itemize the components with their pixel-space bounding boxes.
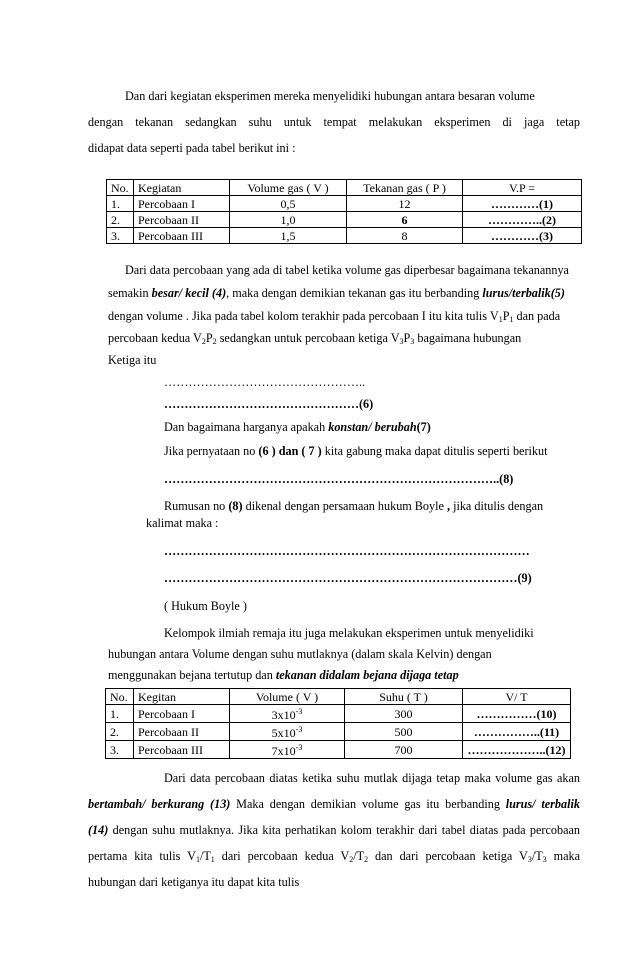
cell-volume: $7x10^{-3}$ bbox=[230, 741, 345, 759]
para4-line-5: hubungan dari ketiganya itu dapat kita tulis bbox=[88, 875, 300, 889]
header-no: No. bbox=[106, 689, 134, 705]
header-vt: V/ T bbox=[463, 689, 571, 705]
cell-no: 2. bbox=[106, 723, 134, 741]
table-header-row bbox=[106, 689, 571, 705]
para4-line-2: bertambah/ berkurang (13) Maka dengan demikian volume gas itu berbanding lurus/ terbalik bbox=[88, 797, 580, 811]
cell-temperature: 500 bbox=[345, 723, 463, 741]
pressure-volume-table bbox=[106, 179, 582, 244]
cell-no: 3. bbox=[107, 228, 134, 244]
blank-6: …………………………………………(6) bbox=[164, 397, 374, 411]
header-no: No. bbox=[107, 180, 134, 196]
header-kegiatan: Kegiatan bbox=[134, 180, 230, 196]
cell-no: 2. bbox=[107, 212, 134, 228]
para2-line-2: semakin besar/ kecil (4), maka dengan demikian tekanan gas itu berbanding lurus/terbalik(5) bbox=[108, 286, 565, 300]
header-vp: V.P = bbox=[463, 180, 582, 196]
para4-line-1: Dari data percobaan diatas ketika suhu mutlak dijaga tetap maka volume gas akan bbox=[164, 771, 580, 785]
cell-pressure: 6 bbox=[347, 212, 463, 228]
para3-line-2: hubungan antara Volume dengan suhu mutlaknya (dalam skala Kelvin) dengan bbox=[108, 647, 492, 661]
table-row bbox=[106, 723, 571, 741]
blank-13: bertambah/ berkurang (13) bbox=[88, 797, 231, 811]
table-row bbox=[106, 741, 571, 759]
cell-volume: 1,0 bbox=[230, 212, 347, 228]
cell-temperature: 300 bbox=[345, 705, 463, 723]
cell-no: 3. bbox=[106, 741, 134, 759]
cell-volume: 0,5 bbox=[230, 196, 347, 212]
volume-temperature-table bbox=[105, 688, 571, 759]
para4-line-4: pertama kita tulis $V_1/T_1$ dari percobaan kedua $V_2/T_2$ dan dari percobaan ketiga $V_3/T_3$ maka bbox=[88, 849, 580, 864]
blank-8: ………………………………………………………………………..(8) bbox=[164, 472, 514, 486]
dotted-line-9a: ……………………………………………………………………………… bbox=[164, 544, 530, 558]
table-row bbox=[107, 228, 582, 244]
rumusan-line-1: Rumusan no (8) dikenal dengan persamaan hukum Boyle , jika ditulis dengan bbox=[164, 499, 544, 513]
intro-line-1: Dan dari kegiatan eksperimen mereka menyelidiki hubungan antara besaran volume bbox=[125, 89, 535, 103]
blank-7: konstan/ berubah bbox=[328, 420, 417, 434]
cell-activity: Percobaan I bbox=[134, 705, 230, 723]
boyle-label: ( Hukum Boyle ) bbox=[164, 599, 247, 613]
blank-14: lurus/ terbalik bbox=[505, 797, 580, 811]
blank-9: ……………………………………………………………………………(9) bbox=[164, 571, 532, 585]
cell-temperature: 700 bbox=[345, 741, 463, 759]
cell-vp-blank: …………(3) bbox=[463, 228, 582, 244]
header-volume: Volume gas ( V ) bbox=[230, 180, 347, 196]
cell-activity: Percobaan III bbox=[134, 228, 230, 244]
cell-vt-blank: ……………..(11) bbox=[463, 723, 571, 741]
para4-line-3: (14) dengan suhu mutlaknya. Jika kita perhatikan kolom terakhir dari tabel diatas pada percobaan bbox=[88, 823, 580, 837]
dotted-line-1: ………………………………………….. bbox=[164, 375, 366, 389]
cell-vt-blank: ……………(10) bbox=[463, 705, 571, 723]
cell-vp-blank: …………(1) bbox=[463, 196, 582, 212]
table-row bbox=[107, 212, 582, 228]
question-7: Dan bagaimana harganya apakah konstan/ berubah(7) bbox=[164, 420, 431, 434]
cell-volume: $5x10^{-3}$ bbox=[230, 723, 345, 741]
para2-line-5: Ketiga itu bbox=[108, 353, 157, 367]
blank-5: lurus/terbalik(5) bbox=[482, 286, 565, 300]
cell-activity: Percobaan II bbox=[134, 212, 230, 228]
cell-no: 1. bbox=[106, 705, 134, 723]
table-row bbox=[107, 196, 582, 212]
intro-line-3: didapat data seperti pada tabel berikut ini : bbox=[88, 141, 296, 155]
cell-no: 1. bbox=[107, 196, 134, 212]
cell-volume: $3x10^{-3}$ bbox=[230, 705, 345, 723]
table-header-row bbox=[107, 180, 582, 196]
para3-line-3: menggunakan bejana tertutup dan tekanan didalam bejana dijaga tetap bbox=[108, 668, 459, 682]
rumusan-line-2: kalimat maka : bbox=[146, 516, 219, 530]
blank-4: besar/ kecil (4) bbox=[151, 286, 227, 300]
cell-vt-blank: ………………..(12) bbox=[463, 741, 571, 759]
table-row bbox=[106, 705, 571, 723]
question-8: Jika pernyataan no (6 ) dan ( 7 ) kita gabung maka dapat ditulis seperti berikut bbox=[164, 444, 548, 458]
para3-line-1: Kelompok ilmiah remaja itu juga melakukan eksperimen untuk menyelidiki bbox=[164, 626, 534, 640]
cell-activity: Percobaan III bbox=[134, 741, 230, 759]
cell-pressure: 8 bbox=[347, 228, 463, 244]
header-volume: Volume ( V ) bbox=[230, 689, 345, 705]
para2-line-4: percobaan kedua $V_2P_2$ sedangkan untuk percobaan ketiga $V_3P_3$ bagaimana hubungan bbox=[108, 331, 522, 346]
header-kegitan: Kegitan bbox=[134, 689, 230, 705]
header-temperature: Suhu ( T ) bbox=[345, 689, 463, 705]
para2-line-3: dengan volume . Jika pada tabel kolom terakhir pada percobaan I itu kita tulis $V_1P_1$ dan pada bbox=[108, 309, 561, 324]
cell-vp-blank: …………..(2) bbox=[463, 212, 582, 228]
cell-activity: Percobaan I bbox=[134, 196, 230, 212]
cell-volume: 1,5 bbox=[230, 228, 347, 244]
cell-pressure: 12 bbox=[347, 196, 463, 212]
intro-line-2: dengan tekanan sedangkan suhu untuk tempat melakukan eksperimen di jaga tetap bbox=[88, 115, 580, 129]
header-pressure: Tekanan gas ( P ) bbox=[347, 180, 463, 196]
para2-line-1: Dari data percobaan yang ada di tabel ketika volume gas diperbesar bagaimana tekanannya bbox=[125, 263, 569, 277]
cell-activity: Percobaan II bbox=[134, 723, 230, 741]
